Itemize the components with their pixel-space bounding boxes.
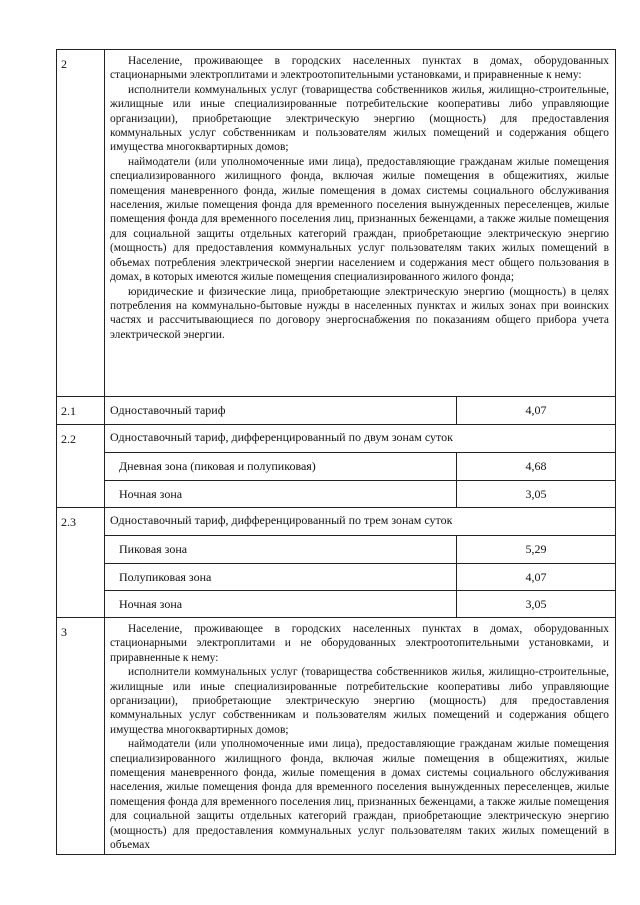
table-row-3 [57,618,616,855]
zone-value: 3,05 [457,480,616,507]
zone-row [105,563,615,590]
table-row-2-1 [57,397,616,425]
paragraph: исполнители коммунальных услуг (товарищества собственников жилья, жилищно-строительные, жилищные или иные специализированные потребительские кооперативы либо управляющие организации), приобретающие электрическую энергию (мощность) для предоставления коммунальных услуг собственникам и пользователям жилых помещений и содержания общего имущества многоквартирных домов; [110,83,609,154]
tariff-value: 4,07 [457,397,616,424]
row-number: 2.3 [57,508,105,618]
paragraph: Население, проживающее в городских населенных пунктах в домах, оборудованных стационарными электроплитами и не оборудованных электроотопительными установками, и приравненные к нему: [110,623,609,664]
zone-row [105,590,615,617]
zone-label: Полупиковая зона [105,563,457,590]
tariff-table [56,49,616,855]
row-description [105,618,616,855]
tariff-label: Одноставочный тариф, дифференцированный по двум зонам суток [105,425,615,453]
row-number: 2.2 [57,425,105,508]
row-number: 2 [57,50,105,397]
zone-value: 4,68 [457,453,616,480]
table-row-2-2 [57,425,616,508]
row-number: 3 [57,618,105,855]
zone-label: Ночная зона [105,590,457,617]
paragraph: наймодатели (или уполномоченные ими лица), предоставляющие гражданам жилые помещения специализированного жилищного фонда, включая жилые помещения в общежитиях, жилые помещения маневренного фонда, жилые помещения в домах системы социального обслуживания населения, жилые помещения фонда для временного поселения вынужденных переселенцев, жилые помещения фонда для временного поселения лиц, признанных беженцами, а также жилые помещения для социальной защиты отдельных категорий граждан, приобретающие электрическую энергию (мощность) для предоставления коммунальных услуг пользователям таких жилых помещений в объемах [110,738,609,852]
zone-label: Дневная зона (пиковая и полупиковая) [119,459,316,473]
zone-row [105,480,615,507]
tariff-label: Одноставочный тариф, дифференцированный по трем зонам суток [105,508,615,536]
row-number: 2.1 [57,397,105,425]
zone-row [105,536,615,563]
paragraph: юридические и физические лица, приобретающие электрическую энергию (мощность) в целях потребления на коммунально-бытовые нужды в населенных пунктах и жилых зонах при воинских частях и рассчитывающиеся по договору энергоснабжения по показаниям общего прибора учета электрической энергии. [110,285,609,341]
row-description [105,50,616,397]
zone-value: 4,07 [457,563,616,590]
zone-value: 5,29 [457,536,616,563]
zone-label: Ночная зона [105,480,457,507]
paragraph: наймодатели (или уполномоченные ими лица), предоставляющие гражданам жилые помещения специализированного жилищного фонда, включая жилые помещения в общежитиях, жилые помещения маневренного фонда, жилые помещения в домах системы социального обслуживания населения, жилые помещения фонда для временного поселения вынужденных переселенцев, жилые помещения фонда для временного поселения лиц, признанных беженцами, а также жилые помещения для социальной защиты отдельных категорий граждан, приобретающие электрическую энергию (мощность) для предоставления коммунальных услуг пользователям таких жилых помещений в объемах потребления электрической энергии населением и содержания мест общего пользования в домах, в которых имеются жилые помещения специализированного жилого фонда; [110,155,609,284]
zone-value: 3,05 [457,590,616,617]
zone-row [105,453,615,480]
table-row-2 [57,50,616,397]
paragraph: исполнители коммунальных услуг (товарищества собственников жилья, жилищно-строительные, жилищные или иные специализированные потребительские кооперативы либо управляющие организации), приобретающие электрическую энергию (мощность) для предоставления коммунальных услуг собственникам и пользователям жилых помещений и содержания общего имущества многоквартирных домов; [110,666,609,736]
tariff-label: Одноставочный тариф [110,403,226,417]
zone-label: Пиковая зона [119,542,188,556]
paragraph: Население, проживающее в городских населенных пунктах в домах, оборудованных стационарными электроплитами и электроотопительными установками, и приравненные к нему: [110,55,609,82]
table-row-2-3 [57,508,616,618]
